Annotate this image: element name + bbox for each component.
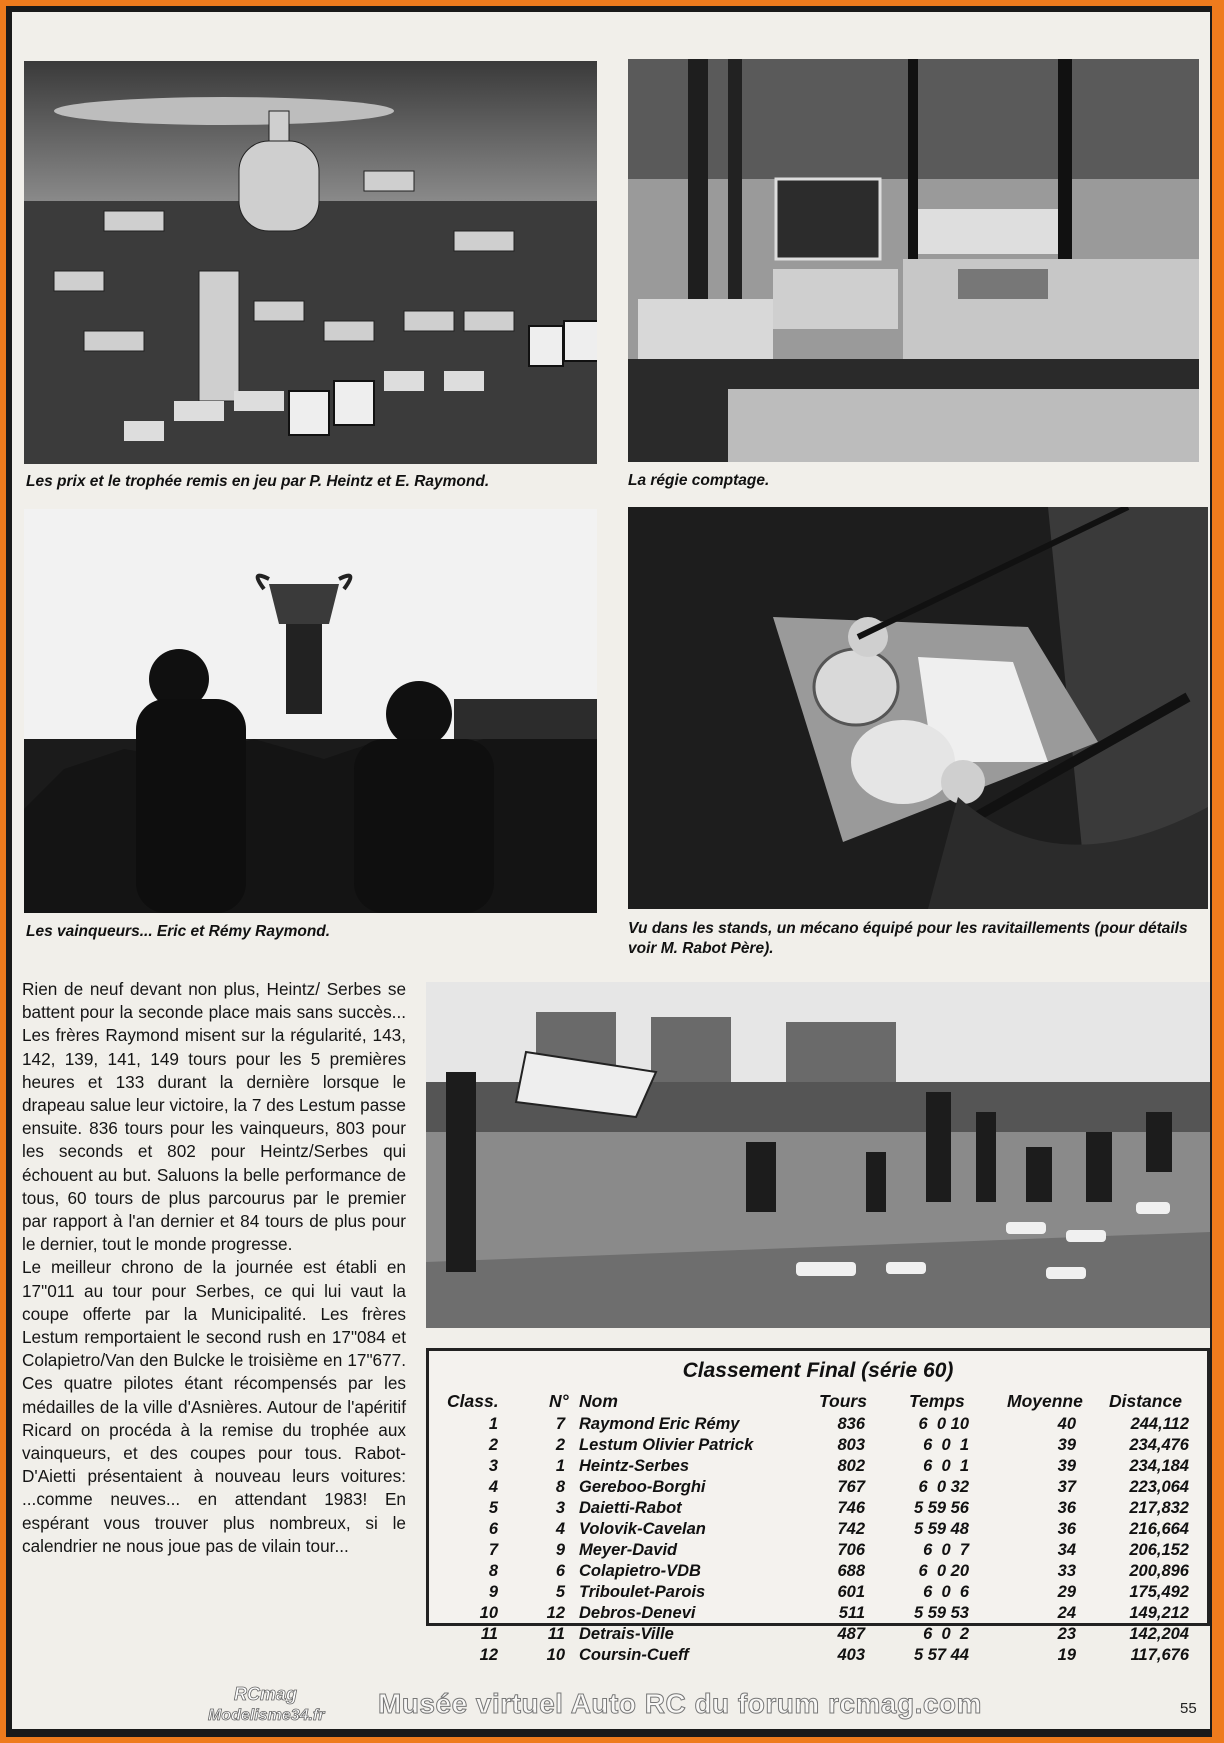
rcmag-logo bbox=[204, 1682, 354, 1726]
cell-number: 7 bbox=[555, 1415, 565, 1433]
cell-name: Colapietro-VDB bbox=[579, 1562, 701, 1580]
cell-average: 19 bbox=[1057, 1646, 1076, 1664]
table-header-row bbox=[429, 1391, 1207, 1415]
photo-winners bbox=[24, 509, 597, 913]
header-class: Class. bbox=[447, 1391, 499, 1411]
cell-class: 9 bbox=[488, 1583, 498, 1601]
logo-bottom-text: Modelisme34.fr bbox=[208, 1707, 325, 1724]
caption-photo2: La régie comptage. bbox=[628, 472, 770, 489]
cell-name: Volovik-Cavelan bbox=[579, 1520, 706, 1538]
table-row bbox=[429, 1541, 1207, 1562]
cell-distance: 200,896 bbox=[1129, 1562, 1189, 1580]
header-distance: Distance bbox=[1109, 1391, 1182, 1411]
photo-pit-tray bbox=[628, 507, 1208, 909]
cell-name: Triboulet-Parois bbox=[579, 1583, 706, 1601]
cell-distance: 234,184 bbox=[1129, 1457, 1189, 1475]
cell-time: 5 59 56 bbox=[913, 1499, 969, 1517]
cell-name: Lestum Olivier Patrick bbox=[579, 1436, 754, 1454]
cell-distance: 117,676 bbox=[1130, 1646, 1189, 1664]
cell-average: 36 bbox=[1057, 1499, 1076, 1517]
cell-time: 5 57 44 bbox=[913, 1646, 969, 1664]
article-body bbox=[22, 978, 406, 1558]
table-row bbox=[429, 1583, 1207, 1604]
cell-distance: 175,492 bbox=[1129, 1583, 1189, 1601]
control-room-image bbox=[628, 59, 1199, 462]
cell-class: 11 bbox=[480, 1625, 498, 1643]
photo-control-room bbox=[628, 59, 1199, 462]
cell-number: 10 bbox=[546, 1646, 565, 1664]
table-row bbox=[429, 1520, 1207, 1541]
cell-class: 10 bbox=[479, 1604, 498, 1622]
caption-photo4: Vu dans les stands, un mécano équipé pour les ravitaillements (pour détails voir M. Rabot Père). bbox=[628, 920, 1188, 957]
photo-trophies bbox=[24, 61, 597, 464]
table-row bbox=[429, 1499, 1207, 1520]
cell-average: 29 bbox=[1057, 1583, 1076, 1601]
cell-number: 2 bbox=[555, 1436, 565, 1454]
table-row bbox=[429, 1436, 1207, 1457]
pit-tray-image bbox=[628, 507, 1208, 909]
cell-laps: 511 bbox=[838, 1604, 865, 1622]
cell-distance: 234,476 bbox=[1129, 1436, 1189, 1454]
cell-time: 6 0 1 bbox=[923, 1457, 969, 1475]
cell-number: 11 bbox=[547, 1625, 565, 1643]
table-row bbox=[429, 1604, 1207, 1625]
cell-average: 40 bbox=[1057, 1415, 1076, 1433]
watermark-text: Musée virtuel Auto RC du forum rcmag.com bbox=[378, 1688, 982, 1719]
page-number: 55 bbox=[1180, 1700, 1197, 1717]
cell-class: 2 bbox=[488, 1436, 498, 1454]
cell-laps: 742 bbox=[837, 1520, 865, 1538]
table-title: Classement Final (série 60) bbox=[682, 1359, 954, 1382]
cell-laps: 803 bbox=[837, 1436, 865, 1454]
table-row bbox=[429, 1646, 1207, 1667]
cell-number: 1 bbox=[555, 1457, 565, 1475]
cell-time: 6 0 32 bbox=[918, 1478, 969, 1496]
cell-class: 1 bbox=[488, 1415, 498, 1433]
cell-average: 39 bbox=[1057, 1436, 1076, 1454]
cell-laps: 802 bbox=[837, 1457, 865, 1475]
cell-name: Detrais-Ville bbox=[579, 1625, 674, 1643]
cell-number: 9 bbox=[555, 1541, 565, 1559]
cell-class: 12 bbox=[479, 1646, 498, 1664]
cell-class: 5 bbox=[488, 1499, 498, 1517]
cell-time: 6 0 2 bbox=[923, 1625, 969, 1643]
header-average: Moyenne bbox=[1007, 1391, 1083, 1411]
winners-image bbox=[24, 509, 597, 913]
cell-laps: 836 bbox=[837, 1415, 865, 1433]
cell-average: 24 bbox=[1057, 1604, 1076, 1622]
cell-class: 6 bbox=[488, 1520, 498, 1538]
cell-distance: 216,664 bbox=[1129, 1520, 1189, 1538]
cell-time: 5 59 53 bbox=[913, 1604, 969, 1622]
cell-number: 3 bbox=[555, 1499, 565, 1517]
cell-class: 3 bbox=[488, 1457, 498, 1475]
header-laps: Tours bbox=[819, 1391, 867, 1411]
header-time: Temps bbox=[909, 1391, 965, 1411]
cell-laps: 706 bbox=[837, 1541, 865, 1559]
cell-number: 12 bbox=[546, 1604, 565, 1622]
cell-number: 5 bbox=[555, 1583, 565, 1601]
results-table bbox=[426, 1348, 1210, 1664]
cell-number: 8 bbox=[555, 1478, 565, 1496]
article-paragraph-2: Le meilleur chrono de la journée est établi en 17"011 au tour pour Serbes, ce qui lui vaut la coupe offerte par la Municipalité. Les frères Lestum remportaient le second rush en 17"084 et Colapietro/Van den Bulcke le troisième en 17"677. Ces quatre pilotes étant récompensés par les médailles de la ville d'Asnières. Autour de l'apéritif Ricard on procéda à la remise du trophée aux vainqueurs, et des coupes pour tous. Rabot-D'Aietti présentaient à nouveau leurs voitures: ...comme neuves... en attendant 1983! En espérant vous trouver plus nombreux, si le calendrier ne nous joue pas de vilain tour... bbox=[22, 1257, 406, 1556]
cell-distance: 149,212 bbox=[1129, 1604, 1189, 1622]
cell-laps: 601 bbox=[837, 1583, 865, 1601]
header-name: Nom bbox=[579, 1391, 618, 1411]
cell-name: Daietti-Rabot bbox=[579, 1499, 682, 1517]
cell-time: 6 0 20 bbox=[918, 1562, 969, 1580]
table-row bbox=[429, 1562, 1207, 1583]
caption-photo3: Les vainqueurs... Eric et Rémy Raymond. bbox=[26, 923, 331, 940]
cell-average: 37 bbox=[1057, 1478, 1076, 1496]
table-row bbox=[429, 1478, 1207, 1499]
cell-average: 39 bbox=[1057, 1457, 1076, 1475]
cell-name: Heintz-Serbes bbox=[579, 1457, 690, 1475]
cell-average: 23 bbox=[1057, 1625, 1076, 1643]
cell-average: 36 bbox=[1057, 1520, 1076, 1538]
trophies-image bbox=[24, 61, 597, 464]
table-row bbox=[429, 1625, 1207, 1646]
logo-top-text: RCmag bbox=[234, 1684, 298, 1704]
cell-class: 7 bbox=[488, 1541, 498, 1559]
cell-distance: 206,152 bbox=[1129, 1541, 1189, 1559]
cell-time: 6 0 7 bbox=[923, 1541, 969, 1559]
cell-distance: 217,832 bbox=[1129, 1499, 1189, 1517]
cell-time: 6 0 10 bbox=[918, 1415, 969, 1433]
cell-time: 5 59 48 bbox=[913, 1520, 969, 1538]
cell-name: Coursin-Cueff bbox=[579, 1646, 689, 1664]
cell-name: Meyer-David bbox=[579, 1541, 678, 1559]
photo-race-track bbox=[426, 982, 1210, 1328]
table-row bbox=[429, 1457, 1207, 1478]
cell-laps: 688 bbox=[837, 1562, 865, 1580]
cell-laps: 487 bbox=[837, 1625, 865, 1643]
magazine-page bbox=[12, 12, 1210, 1729]
cell-name: Gereboo-Borghi bbox=[579, 1478, 706, 1496]
cell-class: 8 bbox=[488, 1562, 498, 1580]
cell-average: 34 bbox=[1057, 1541, 1076, 1559]
cell-name: Debros-Denevi bbox=[579, 1604, 696, 1622]
table-row bbox=[429, 1415, 1207, 1436]
cell-laps: 767 bbox=[837, 1478, 865, 1496]
header-number: N° bbox=[549, 1391, 569, 1411]
cell-time: 6 0 6 bbox=[923, 1583, 969, 1601]
cell-name: Raymond Eric Rémy bbox=[579, 1415, 740, 1433]
race-track-image bbox=[426, 982, 1210, 1328]
caption-photo1: Les prix et le trophée remis en jeu par P. Heintz et E. Raymond. bbox=[26, 473, 490, 490]
cell-number: 4 bbox=[555, 1520, 565, 1538]
cell-distance: 142,204 bbox=[1129, 1625, 1189, 1643]
cell-distance: 223,064 bbox=[1129, 1478, 1189, 1496]
cell-time: 6 0 1 bbox=[923, 1436, 969, 1454]
cell-laps: 746 bbox=[837, 1499, 865, 1517]
cell-average: 33 bbox=[1057, 1562, 1076, 1580]
article-paragraph-1: Rien de neuf devant non plus, Heintz/ Serbes se battent pour la seconde place mais sans succès... Les frères Raymond misent sur la régularité, 143, 142, 139, 141, 149 tours pour les 5 premières heures et 133 durant la dernière lorsque le drapeau salue leur victoire, la 7 des Lestum passe ensuite. 836 tours pour les vainqueurs, 803 pour les seconds et 802 pour Heintz/Serbes qui échouent au but. Saluons la belle performance de tous, 60 tours de plus parcourus par le premier par rapport à l'an dernier et 84 tours de plus pour le dernier, tout le monde progresse. bbox=[22, 979, 406, 1255]
cell-distance: 244,112 bbox=[1130, 1415, 1189, 1433]
cell-number: 6 bbox=[555, 1562, 565, 1580]
cell-class: 4 bbox=[488, 1478, 498, 1496]
cell-laps: 403 bbox=[837, 1646, 865, 1664]
